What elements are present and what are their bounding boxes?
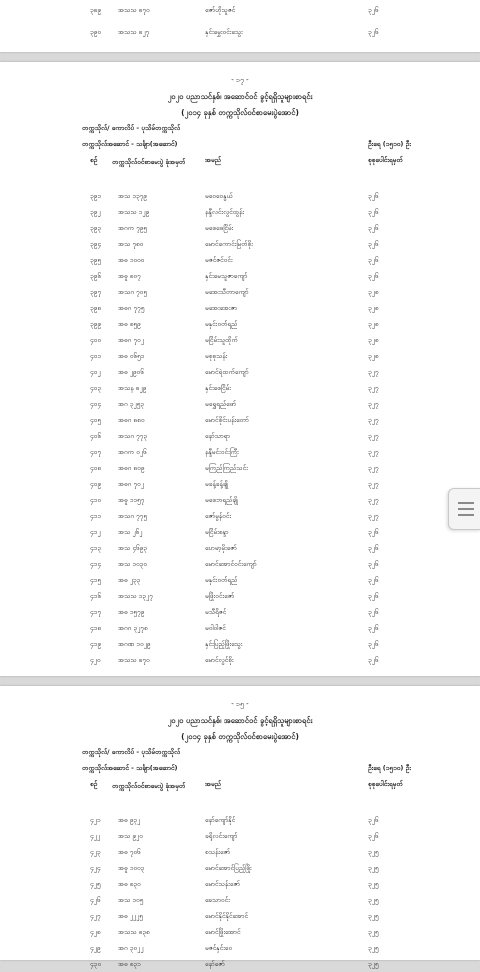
student-name: မကြည်ကြည်သင်း (205, 464, 248, 472)
serial-number: ၄၂၂ (90, 832, 101, 840)
serial-number: ၄၀၀ (90, 336, 101, 344)
serial-number: ၄၁၄ (90, 560, 101, 568)
column-header-mark: စုစုပေါင်းရမှတ် (368, 780, 403, 788)
hamburger-menu-icon-bar (458, 514, 474, 516)
total-mark: ၃၂၆ (368, 832, 379, 840)
student-name: ခရိုလင်းကျော် (205, 832, 238, 840)
total-mark: ၃၂၅ (368, 944, 379, 952)
total-mark: ၃၂၆ (368, 640, 379, 648)
table-row (0, 908, 480, 924)
student-name: မဇင်ဇင်ဝင်း (205, 256, 233, 264)
exam-roll-number: အသသ ၁၂၉ (118, 208, 150, 216)
exam-roll-number: အဓ ၉၃၂ (118, 816, 141, 824)
table-row (0, 828, 480, 844)
exam-roll-number: အဂဂ ၃၂၇၈ (118, 624, 148, 632)
total-mark: ၃၂၇ (368, 416, 379, 424)
exam-roll-number: အသသ ၁၃၂၇ (118, 592, 153, 600)
table-row (0, 572, 480, 588)
table-row (0, 268, 480, 284)
table-row (0, 284, 480, 300)
document-page-next (0, 686, 480, 968)
table-row (0, 604, 480, 620)
exam-roll-number: အဓူ ၁၁၅၇ (118, 496, 145, 504)
exam-roll-number: အဂက ၇၉၅ (118, 224, 148, 232)
serial-number: ၃၉၆ (90, 272, 101, 280)
total-mark: ၃၂၅ (368, 848, 379, 856)
exam-roll-number: အဓူ ၈၀၇ (118, 272, 141, 280)
serial-number: ၃၉၅ (90, 256, 101, 264)
serial-number: ၄၂၀ (90, 656, 101, 664)
exam-roll-number: အသ ၂၆၂ (118, 528, 143, 536)
table-row (0, 812, 480, 828)
table-row (0, 236, 480, 252)
serial-number: ၃၉၈ (90, 304, 102, 312)
table-row (0, 348, 480, 364)
total-mark: ၃၂၇ (368, 512, 379, 520)
table-row (0, 24, 480, 40)
column-header-serial: စဉ် (90, 156, 98, 164)
total-mark: ၃၂၇ (368, 384, 379, 392)
student-name: မောင်သန်းဇော် (205, 880, 240, 888)
exam-roll-number: အဓဂ ၇၇၅ (118, 304, 145, 312)
serial-number: ၄၁၉ (90, 640, 101, 648)
table-row (0, 652, 480, 668)
serial-number: ၄၁၃ (90, 544, 101, 552)
total-mark: ၃၂၆ (368, 592, 379, 600)
table-row (0, 924, 480, 940)
serial-number: ၃၉၇ (90, 288, 101, 296)
student-name: နှင်းဖေငြိမ်း (205, 384, 231, 392)
table-row (0, 508, 480, 524)
document-page-previous (0, 0, 480, 52)
column-header-name: အမည် (205, 780, 221, 788)
total-mark: ၃၂၆ (368, 816, 379, 824)
table-row (0, 620, 480, 636)
exam-roll-number: အဂ ၃၂၅၃ (118, 400, 144, 408)
student-name: မောင်ကောင်းမြတ်စိုး (205, 240, 253, 248)
student-name: ခေသာဝင်း (205, 896, 230, 904)
student-name: မသီရိဇင် (205, 608, 227, 616)
exam-roll-number: အသသ ၈၂၇ (118, 28, 150, 36)
exam-roll-number: အဂက ၀၂၆ (118, 448, 147, 456)
university-label: တက္ကသိုလ်/ ကောလိပ် - ပုသိမ်တက္ကသိုလ် (82, 748, 181, 756)
exam-roll-number: အဓ ၁၀၀၀ (118, 256, 145, 264)
exam-roll-number: အသဂ ၇၇၅ (118, 512, 147, 520)
table-row (0, 204, 480, 220)
column-header-serial: စဉ် (90, 780, 98, 788)
table-row (0, 940, 480, 956)
exam-roll-number: အသ ၁၃၇၉ (118, 192, 147, 200)
serial-number: ၄၁၁ (90, 512, 101, 520)
serial-number: ၄၃၀ (90, 960, 101, 968)
table-row (0, 844, 480, 860)
exam-roll-number: အဓဂ ၈၀၉ (118, 464, 145, 472)
table-row (0, 300, 480, 316)
exam-roll-number: အဓ ၂၂၂၅ (118, 912, 143, 920)
student-name: မဇင်နှင်းဝေ (205, 944, 232, 952)
total-mark: ၃၂၇ (368, 480, 379, 488)
table-row (0, 540, 480, 556)
serial-number: ၄၁၇ (90, 608, 101, 616)
exam-roll-number: အဓ ၂၉၀၆ (118, 368, 144, 376)
total-mark: ၃၂၆ (368, 192, 379, 200)
serial-number: ၄၁၂ (90, 528, 101, 536)
serial-number: ၃၉၉ (90, 320, 101, 328)
total-mark: ၃၂၆ (368, 28, 379, 36)
exam-roll-number: အဓ ၁၅၇၉ (118, 608, 145, 616)
table-row (0, 476, 480, 492)
serial-number: ၄၀၉ (90, 480, 101, 488)
student-name: မအေးသီတာကျော် (205, 288, 249, 296)
university-label: တက္ကသိုလ်/ ကောလိပ် - ပုသိမ်တက္ကသိုလ် (82, 124, 181, 132)
table-row (0, 332, 480, 348)
student-name: နန္ဒီလင်းလွင်ထွန်း (205, 208, 245, 216)
serial-number: ၄၀၂ (90, 368, 101, 376)
table-row (0, 2, 480, 18)
student-name: နော်ဇော် (205, 960, 225, 968)
student-name: နော်ကျော်နိုင် (205, 816, 236, 824)
exam-roll-number: အသသ ၈၇၀ (118, 6, 150, 14)
serial-number: ၄၂၆ (90, 896, 101, 904)
total-mark: ၃၂၆ (368, 624, 379, 632)
page-subtitle: (၂၀၁၄ ခုနှစ် တက္ကသိုလ်ဝင်စာမေးပွဲအောင်) (181, 732, 299, 741)
serial-number: ၄၀၈ (90, 464, 102, 472)
table-row (0, 876, 480, 892)
headcount-label: ဦးရေ (၁၅၁၀) ဦး (368, 140, 411, 148)
table-row (0, 444, 480, 460)
exam-roll-number: အဓဂ ၈၈၀ (118, 416, 145, 424)
total-mark: ၃၂၇ (368, 464, 379, 472)
student-name: မောင်စိုင်းပန်းတော် (205, 416, 249, 424)
total-mark: ၃၂၅ (368, 864, 379, 872)
table-row (0, 860, 480, 876)
serial-number: ၄၀၃ (90, 384, 101, 392)
headcount-label: ဦးရေ (၁၅၁၀) ဦး (368, 764, 411, 772)
student-name: မောင်အောင်ဝင်းကျော် (205, 560, 257, 568)
total-mark: ၃၂၅ (368, 912, 379, 920)
table-row (0, 412, 480, 428)
serial-number: ၄၂၈ (90, 928, 101, 936)
serial-number: ၃၈၉ (90, 6, 102, 14)
serial-number: ၄၂၃ (90, 848, 101, 856)
serial-number: ၄၂၇ (90, 912, 101, 920)
total-mark: ၃၂၆ (368, 240, 379, 248)
table-row (0, 252, 480, 268)
serial-number: ၃၉၀ (90, 28, 101, 36)
total-mark: ၃၂၈ (368, 336, 379, 344)
student-name: မနှင်းဝတ်ရည် (205, 320, 238, 328)
exam-roll-number: အဓ ၈၃၀ (118, 880, 141, 888)
student-name: နှင်းမေသူဇာကျော် (205, 272, 248, 280)
student-name: မအေးအေးဇာ (205, 304, 238, 312)
serial-number: ၄၀၇ (90, 448, 101, 456)
exam-roll-number: အသ ၉၂၀ (118, 832, 143, 840)
document-page (0, 62, 480, 676)
table-row (0, 892, 480, 908)
total-mark: ၃၂၆ (368, 224, 379, 232)
table-row (0, 588, 480, 604)
exam-roll-number: အသ ၁၀၃၀ (118, 560, 147, 568)
student-name: မဝါဝါဇင် (205, 624, 226, 632)
exam-roll-number: အသသ ၈၃၈ (118, 928, 150, 936)
page-title: ၂၀၂၀ ပညာသင်နှစ်၊ အဆောင်ဝင် ခွင့်ရရှိသူများစာရင်း (167, 716, 313, 725)
exam-roll-number: အဓဂ ၇၀၂ (118, 480, 144, 488)
page-subtitle: (၂၀၁၄ ခုနှစ် တက္ကသိုလ်ဝင်စာမေးပွဲအောင်) (181, 108, 299, 117)
total-mark: ၃၂၅ (368, 928, 379, 936)
student-name: မငြိမ်းစန္ဒာ (205, 528, 229, 536)
student-name: မဖေဖေငြိမ်း (205, 224, 234, 232)
serial-number: ၄၂၉ (90, 944, 101, 952)
total-mark: ၃၂၇ (368, 432, 379, 440)
total-mark: ၃၂၆ (368, 576, 379, 584)
student-name: ဇော်ဟိုသူဇင် (205, 6, 236, 14)
student-name: မောင်အောင်ပြည့်ဖြိုး (205, 864, 252, 872)
student-name: မဝေဝေနွယ် (205, 192, 233, 200)
total-mark: ၃၂၆ (368, 6, 379, 14)
serial-number: ၃၉၃ (90, 224, 101, 232)
exam-roll-number: အဂ ၃၀၂၂ (118, 944, 144, 952)
exam-roll-number: အသ ၄၆၉၃ (118, 544, 147, 552)
total-mark: ၃၂၆ (368, 272, 379, 280)
total-mark: ၃၂၆ (368, 608, 379, 616)
serial-number: ၄၀၅ (90, 416, 101, 424)
exam-roll-number: အဓ ၂၃၃ (118, 576, 141, 584)
student-name: မစုစုသန်း (205, 352, 228, 360)
table-row (0, 364, 480, 380)
table-row (0, 524, 480, 540)
student-name: နှင်းပြည့်ဖြိုးသွေး (205, 640, 243, 648)
total-mark: ၃၂၆ (368, 560, 379, 568)
table-row (0, 956, 480, 972)
exam-roll-number: အသဂ ၇၇၃ (118, 432, 147, 440)
exam-roll-number: အဓ ၈၃၁ (118, 960, 141, 968)
exam-roll-number: အဓ ၀၆၅၁ (118, 352, 145, 360)
total-mark: ၃၂၆ (368, 208, 379, 216)
total-mark: ၃၂၅ (368, 960, 379, 968)
hamburger-menu-button[interactable] (448, 488, 480, 530)
exam-roll-number: အသ ၇၈၀ (118, 240, 144, 248)
column-header-mark: စုစုပေါင်းရမှတ် (368, 156, 403, 164)
student-name: မခန့်ခန့်ချို (205, 480, 229, 488)
total-mark: ၃၂၈ (368, 288, 379, 296)
column-header-name: အမည် (205, 156, 221, 164)
student-name: စသန်းဇော် (205, 848, 231, 856)
exam-roll-number: အဓ ၇၀၆ (118, 848, 141, 856)
total-mark: ၃၂၆ (368, 256, 379, 264)
table-row (0, 428, 480, 444)
exam-roll-number: အဓ ၈၅၉ (118, 320, 141, 328)
table-row (0, 492, 480, 508)
student-name: ဟေမာ့မိုးဇော် (205, 544, 237, 552)
serial-number: ၃၉၂ (90, 208, 101, 216)
table-row (0, 636, 480, 652)
total-mark: ၃၂၅ (368, 880, 379, 888)
hostel-label: တက္ကသိုလ်အဆောင် - သင်္ချာ(အဆောင်) (82, 764, 178, 772)
serial-number: ၄၁၀ (90, 496, 101, 504)
exam-roll-number: အသန ၈၂၉ (118, 384, 147, 392)
student-name: ဇော်မွန်ဝင်း (205, 512, 232, 520)
serial-number: ၄၁၅ (90, 576, 101, 584)
page-number: - ၁၅ - (231, 700, 249, 708)
total-mark: ၃၂၈ (368, 304, 379, 312)
exam-roll-number: အဓူ ၁၀၀၃ (118, 864, 145, 872)
serial-number: ၄၁၆ (90, 592, 101, 600)
student-name: နန္ဒီမင်းဝင်းကြီး (205, 448, 239, 456)
serial-number: ၄၂၄ (90, 864, 101, 872)
table-row (0, 396, 480, 412)
page-number: - ၁၇ - (231, 76, 249, 84)
exam-roll-number: အဓဂ ၇၀၂ (118, 336, 144, 344)
column-header-roll: တက္ကသိုလ်ဝင်စာမေးပွဲ ခုံအမှတ် (112, 158, 186, 166)
serial-number: ၄၀၆ (90, 432, 101, 440)
serial-number: ၃၉၁ (90, 192, 101, 200)
total-mark: ၃၂၆ (368, 544, 379, 552)
exam-roll-number: အဂဏ ၁၀၂၉ (118, 640, 151, 648)
total-mark: ၃၂၅ (368, 896, 379, 904)
total-mark: ၃၂၇ (368, 496, 379, 504)
student-name: နှင်းမွှေးဝင်းသွေး (205, 28, 243, 36)
serial-number: ၄၂၅ (90, 880, 101, 888)
total-mark: ၃၂၇ (368, 448, 379, 456)
student-name: နော်သာရာ (205, 432, 230, 440)
total-mark: ၃၂၇ (368, 400, 379, 408)
serial-number: ၄၀၁ (90, 352, 101, 360)
student-name: မငြိမ်းသူထိုက် (205, 336, 238, 344)
serial-number: ၄၀၄ (90, 400, 101, 408)
serial-number: ၄၁၈ (90, 624, 102, 632)
table-row (0, 188, 480, 204)
hamburger-menu-icon-bar (458, 508, 474, 510)
student-name: မဖြိုးဝင်းဇော် (205, 592, 235, 600)
student-name: မောင်ရဲထက်ကျော် (205, 368, 249, 376)
total-mark: ၃၂၇ (368, 368, 379, 376)
table-row (0, 460, 480, 476)
table-row (0, 380, 480, 396)
total-mark: ၃၂၈ (368, 352, 379, 360)
exam-roll-number: အသဂ ၇၀၅ (118, 288, 147, 296)
student-name: မောင်နိုင်နိုင်အောင် (205, 912, 248, 920)
total-mark: ၃၂၆ (368, 528, 379, 536)
exam-roll-number: အသသ ၈၇၀ (118, 656, 150, 664)
total-mark: ၃၂၆ (368, 656, 379, 664)
total-mark: ၃၂၈ (368, 320, 379, 328)
hamburger-menu-icon (458, 502, 474, 504)
student-name: မောင်လွင်စိုး (205, 656, 234, 664)
student-name: မောင်ဖြိုးအောင် (205, 928, 241, 936)
table-row (0, 556, 480, 572)
table-row (0, 316, 480, 332)
column-header-roll: တက္ကသိုလ်ဝင်စာမေးပွဲ ခုံအမှတ် (112, 782, 186, 790)
serial-number: ၄၂၁ (90, 816, 101, 824)
exam-roll-number: အသ ၁၀၅ (118, 896, 144, 904)
hostel-label: တက္ကသိုလ်အဆောင် - သင်္ချာ(အဆောင်) (82, 140, 178, 148)
serial-number: ၃၉၄ (90, 240, 101, 248)
table-row (0, 220, 480, 236)
student-name: မနှင်းဝတ်ရည် (205, 576, 238, 584)
student-name: မရွှေရည်ဖော် (205, 400, 237, 408)
student-name: မဖေဘရည်ချို (205, 496, 238, 504)
page-title: ၂၀၂၀ ပညာသင်နှစ်၊ အဆောင်ဝင် ခွင့်ရရှိသူများစာရင်း (167, 92, 313, 101)
